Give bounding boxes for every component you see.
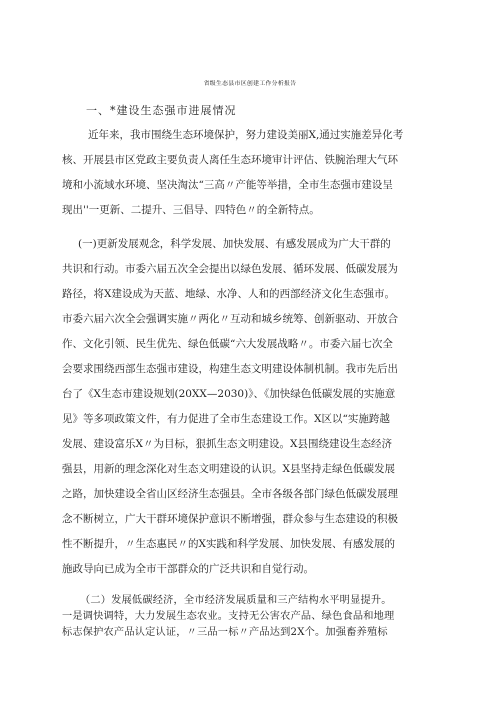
paragraph-line: 一是调快调特，大力发展生态农业。支持无公害农产品、绿色食品和地理 (62, 611, 395, 622)
paragraph-line: 之路，加快建设全省山区经济生态强县。全市各级各部门绿色低碳发展理 (62, 488, 398, 500)
paragraph-line: 现出''一更新、二提升、三倡导、四特色〃的全新特点。 (62, 204, 320, 216)
paragraph-line: 标志保护农产品认定认证，〃三品一标〃产品达到2X个。加强畜养殖标 (62, 627, 388, 638)
paragraph-line: 近年来，我市围绕生态环境保护，努力建设美丽X,通过实施差异化考 (88, 129, 404, 141)
paragraph-line: 核、开展县市区党政主要负责人离任生态环境审计评估、铁腕治理大气环 (62, 154, 398, 166)
paragraph-line: 强县，用新的理念深化对生态文明建设的认识。X县坚持走绿色低碳发展 (62, 463, 395, 475)
paragraph-line: 境和小流域水环境、坚决淘汰“三高〃产能等举措，全市生态强市建设呈 (62, 179, 393, 191)
paragraph-line: 会要求围绕西部生态强市建设，构建生态文明建设体制机制。我市先后出 (62, 363, 398, 375)
document-title: 省级生态县市区创建工作分析报告 (203, 81, 297, 87)
paragraph-line: （二）发展低碳经济，全市经济发展质量和三产结构水平明显提升。 (80, 595, 392, 606)
paragraph-line: 发展、建设富乐X〃为目标，狠抓生态文明建设。X县围绕建设生态经济 (62, 438, 392, 450)
paragraph-line: 施政导向已成为全市干部群众的广泛共识和自觉行动。 (62, 563, 314, 575)
paragraph-line: 台了《X生态市建设规划(20XX—2030)》、《加快绿色低碳发展的实施意 (62, 388, 396, 400)
paragraph-line: 共识和行动。市委六届五次全会提出以绿色发展、循环发展、低碳发展为 (62, 263, 398, 275)
paragraph-line: 念不断树立，广大干群环境保护意识不断增强，群众参与生态建设的积极 (62, 513, 398, 525)
paragraph-line: 市委六届六次全会强调实施〃两化〃互动和城乡统筹、创新驱动、开放合 (62, 313, 398, 325)
paragraph-line: 作、文化引领、民生优先、绿色低碳“六大发展战略〃。市委六届七次全 (62, 338, 393, 350)
paragraph-line: 见》等多项政策文件，有力促进了全市生态建设工作。X区以“实施跨越 (62, 413, 390, 425)
paragraph-line: 性不断提升，〃生态惠民〃的X实践和科学发展、加快发展、有感发展的 (62, 538, 395, 550)
paragraph-line: 路径，将X建设成为天蓝、地绿、水净、人和的西部经济文化生态强市。 (62, 288, 395, 300)
section-heading: 一、*建设生态强市进展情况 (86, 104, 237, 117)
paragraph-line: (一)更新发展观念，科学发展、加快发展、有感发展成为广大干群的 (78, 238, 391, 250)
